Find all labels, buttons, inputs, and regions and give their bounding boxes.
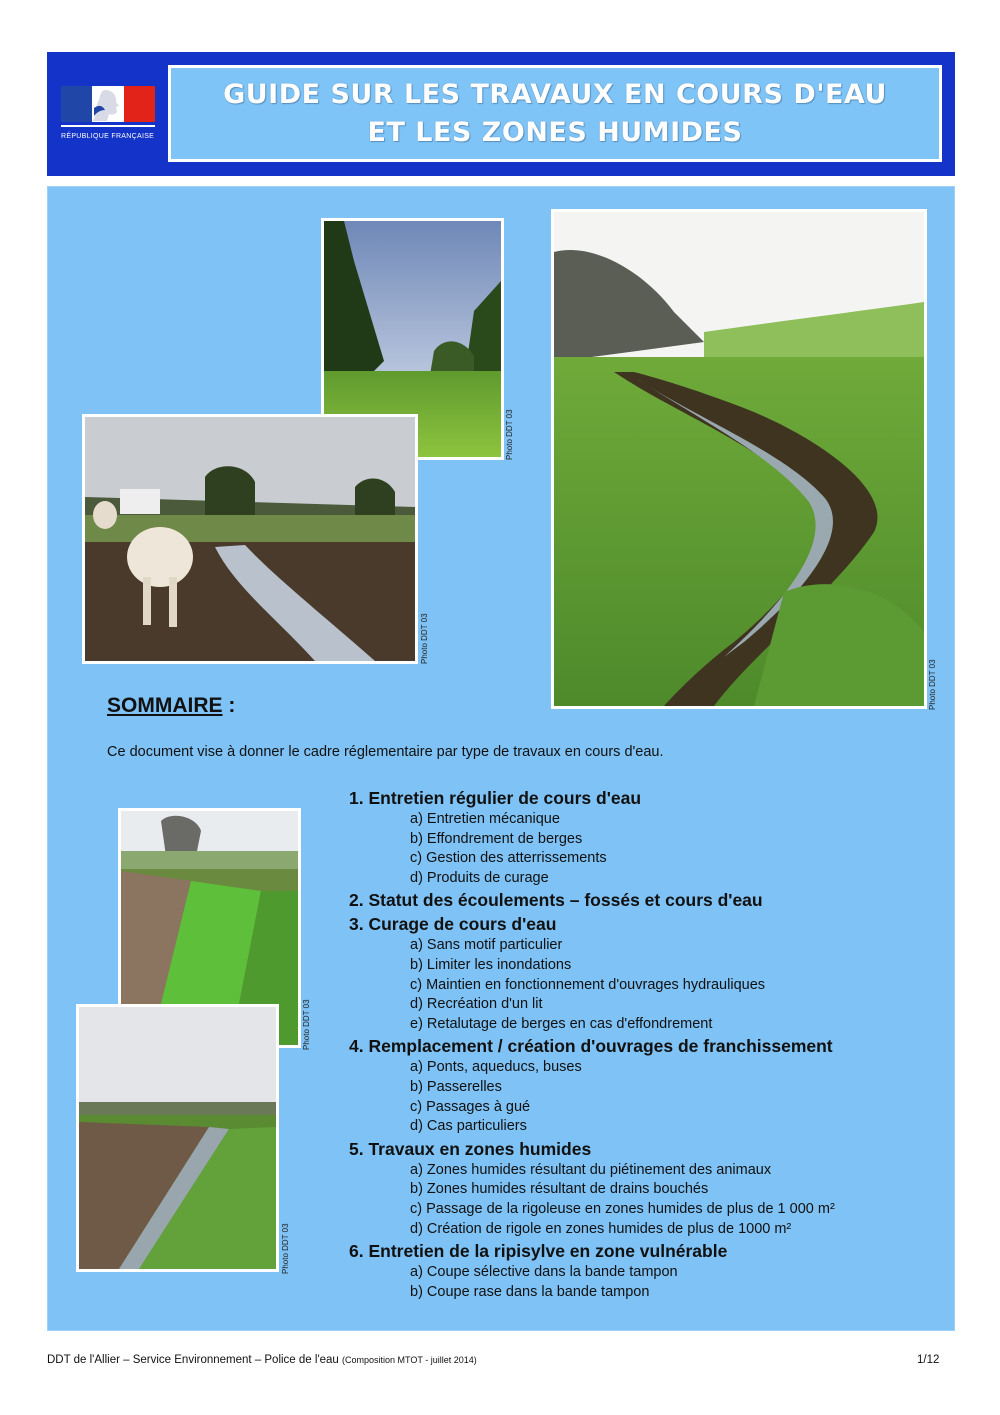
photo-credit: Photo DDT 03: [420, 613, 429, 664]
document-title-line-2: ET LES ZONES HUMIDES: [367, 116, 743, 148]
toc-section: 1. Entretien régulier de cours d'eau: [349, 788, 642, 808]
logo-text: RÉPUBLIQUE FRANÇAISE: [61, 133, 155, 140]
sommaire-heading-text: SOMMAIRE: [107, 694, 223, 717]
marianne-logo: [61, 86, 155, 146]
photo-credit: Photo DDT 03: [505, 409, 514, 460]
photo-credit: Photo DDT 03: [302, 999, 311, 1050]
header-banner: [47, 52, 955, 176]
toc-subsection: b) Passerelles: [410, 1078, 502, 1095]
toc-subsection: a) Ponts, aqueducs, buses: [410, 1059, 582, 1076]
photo-credit: Photo DDT 03: [281, 1223, 290, 1274]
toc-subsection: c) Passage de la rigoleuse en zones humides de plus de 1 000 m²: [410, 1200, 835, 1217]
toc-subsection: a) Zones humides résultant du piétinement des animaux: [410, 1161, 772, 1178]
toc-subsection: d) Cas particuliers: [410, 1118, 527, 1135]
document-title-line-1: GUIDE SUR LES TRAVAUX EN COURS D'EAU: [223, 78, 887, 110]
toc-subsection: c) Maintien en fonctionnement d'ouvrages hydrauliques: [410, 976, 766, 993]
toc-section: 3. Curage de cours d'eau: [349, 914, 557, 935]
table-of-contents: [349, 786, 949, 1302]
sommaire-heading-colon: :: [222, 694, 236, 717]
toc-section: 6. Entretien de la ripisylve en zone vulnérable: [349, 1241, 728, 1262]
photo-credit: Photo DDT 03: [928, 659, 937, 710]
toc-subsection: d) Recréation d'un lit: [410, 996, 543, 1013]
toc-section: 2. Statut des écoulements – fossés et cours d'eau: [349, 890, 763, 911]
toc-subsection: b) Limiter les inondations: [410, 956, 572, 973]
toc-subsection: c) Gestion des atterrissements: [410, 850, 607, 867]
page-number: 1/12: [917, 1354, 940, 1366]
marianne-profile-icon: [91, 88, 125, 122]
toc-subsection: c) Passages à gué: [410, 1098, 531, 1115]
toc-section: 5. Travaux en zones humides: [349, 1138, 592, 1159]
photo-winding-stream: [551, 209, 927, 709]
title-box: [168, 65, 942, 162]
toc-subsection: d) Création de rigole en zones humides de plus de 1000 m²: [410, 1220, 792, 1237]
toc-subsection: d) Produits de curage: [410, 869, 549, 886]
toc-subsection: b) Effondrement de berges: [410, 830, 583, 847]
toc-subsection: b) Coupe rase dans la bande tampon: [410, 1283, 650, 1300]
sommaire-heading: [107, 694, 235, 718]
toc-subsection: a) Sans motif particulier: [410, 937, 563, 954]
intro-text: Ce document vise à donner le cadre réglementaire par type de travaux en cours d'eau.: [107, 744, 664, 760]
toc-subsection: b) Zones humides résultant de drains bouchés: [410, 1181, 709, 1198]
photo-cow-stream: [82, 414, 418, 664]
footer-credit: [47, 1354, 477, 1366]
logo-divider: [61, 125, 155, 127]
toc-subsection: a) Coupe sélective dans la bande tampon: [410, 1264, 678, 1281]
toc-subsection: e) Retalutage de berges en cas d'effondrement: [410, 1015, 713, 1032]
footer-main: DDT de l'Allier – Service Environnement – Police de l'eau: [47, 1354, 343, 1366]
toc-subsection: a) Entretien mécanique: [410, 811, 560, 827]
toc-section: 4. Remplacement / création d'ouvrages de franchissement: [349, 1036, 833, 1057]
photo-vineyard-ditch: [76, 1004, 279, 1272]
footer-composition: (Composition MTOT - juillet 2014): [342, 1355, 477, 1365]
